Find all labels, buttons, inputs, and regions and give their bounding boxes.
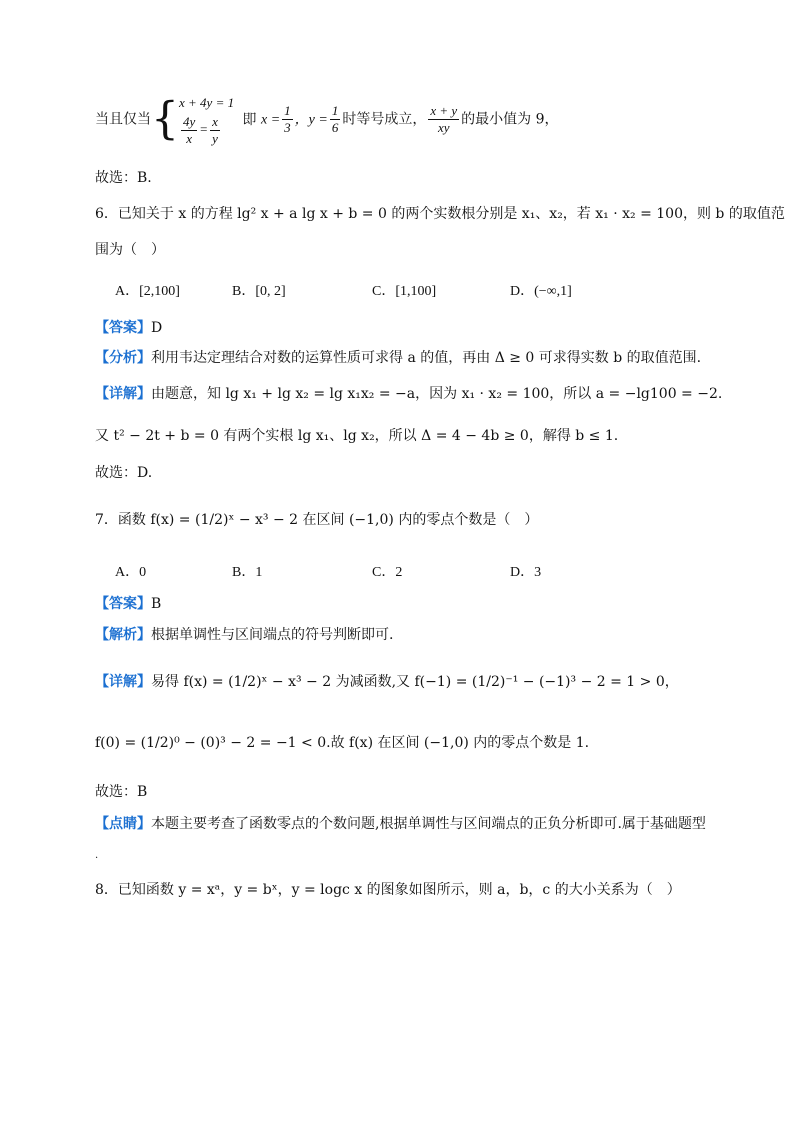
detail-text: 由题意，知 lg x₁ + lg x₂ = lg x₁x₂ = −a，因为 x₁ · x₂ = 100，所以 a = −lg100 = −2. <box>151 386 723 402</box>
q6-stem-line2: 围为（ ） <box>95 242 165 258</box>
q6-option-b: B．[0, 2] <box>232 284 286 299</box>
frac-den: 3 <box>284 120 291 135</box>
q7-option-d: D．3 <box>510 565 542 580</box>
answer-tag: 【答案】 <box>95 596 151 612</box>
q7-option-c: C．2 <box>372 565 403 580</box>
mid-text-2: 时等号成立， <box>342 111 427 128</box>
analysis-text: 根据单调性与区间端点的符号判断即可. <box>151 627 394 643</box>
q8-stem: 8．已知函数 y = xᵃ，y = bˣ，y = logc x 的图象如图所示，则 a，b，c 的大小关系为（ ） <box>95 882 681 898</box>
system-eq2 <box>179 114 234 147</box>
analysis-text: 利用韦达定理结合对数的运算性质可求得 a 的值，再由 Δ ≥ 0 可求得实数 b 的取值范围. <box>151 350 702 366</box>
detail-text: 易得 f(x) = (1/2)ˣ − x³ − 2 为减函数,又 f(−1) = (1/2)⁻¹ − (−1)³ − 2 = 1 > 0， <box>151 674 679 690</box>
equality-condition-line <box>95 92 559 147</box>
frac-num: x + y <box>430 103 458 118</box>
q6-option-c: C．[1,100] <box>372 284 437 299</box>
q7-option-b: B．1 <box>232 565 263 580</box>
x-equals: x = <box>261 112 281 128</box>
y-equals: ，y = <box>294 112 328 128</box>
q7-detail <box>95 672 679 692</box>
q7-analysis <box>95 625 393 645</box>
q6-option-a: A．[2,100] <box>115 284 180 299</box>
answer-value: B <box>151 596 162 612</box>
frac-den: y <box>212 131 218 146</box>
comment-tag: 【点睛】 <box>95 816 151 832</box>
detail-tag: 【详解】 <box>95 674 151 690</box>
q7-select: 故选：B <box>95 784 148 800</box>
detail-tag: 【详解】 <box>95 386 151 402</box>
frac-den: x <box>186 131 193 146</box>
answer-tag: 【答案】 <box>95 320 151 336</box>
q6-answer <box>95 318 162 338</box>
q7-answer <box>95 594 161 614</box>
comment-text: 本题主要考查了函数零点的个数问题,根据单调性与区间端点的正负分析即可.属于基础题型 <box>151 816 706 832</box>
frac-den: 6 <box>331 120 339 135</box>
q7-detail-line2: f(0) = (1/2)⁰ − (0)³ − 2 = −1 < 0.故 f(x) 在区间 (−1,0) 内的零点个数是 1. <box>95 735 590 751</box>
frac-num: 1 <box>331 103 339 118</box>
system-brace: { <box>151 93 179 145</box>
analysis-tag: 【解析】 <box>95 627 151 643</box>
answer-value: D <box>151 320 163 336</box>
q6-select: 故选：D. <box>95 465 153 481</box>
comment-end-period: . <box>95 850 99 861</box>
analysis-tag: 【分析】 <box>95 350 151 366</box>
equality-prefix: 当且仅当 <box>95 111 151 128</box>
q6-stem-line1: 6．已知关于 x 的方程 lg² x + a lg x + b = 0 的两个实数根分别是 x₁、x₂，若 x₁ · x₂ = 100，则 b 的取值范 <box>95 206 785 222</box>
frac-den: xy <box>437 120 450 135</box>
select-b-line: 故选：B. <box>95 170 152 186</box>
frac-num: x <box>212 114 218 129</box>
equals-sign: = <box>199 121 209 137</box>
q7-comment <box>95 814 706 834</box>
min-value-text: 的最小值为 9， <box>461 111 559 128</box>
frac-num: 4y <box>183 114 196 129</box>
q6-analysis <box>95 348 701 368</box>
frac-num: 1 <box>284 103 291 118</box>
system-eq1: x + 4y = 1 <box>179 95 235 110</box>
q7-stem: 7．函数 f(x) = (1/2)ˣ − x³ − 2 在区间 (−1,0) 内的零点个数是（ ） <box>95 512 539 528</box>
q7-option-a: A．0 <box>115 565 147 580</box>
q6-detail-line2: 又 t² − 2t + b = 0 有两个实根 lg x₁、lg x₂，所以 Δ = 4 − 4b ≥ 0，解得 b ≤ 1. <box>95 428 619 444</box>
mid-text-1: 即 <box>242 111 257 128</box>
q6-option-d: D．(−∞,1] <box>510 284 572 299</box>
q6-detail <box>95 384 722 404</box>
equation-system <box>179 92 234 147</box>
